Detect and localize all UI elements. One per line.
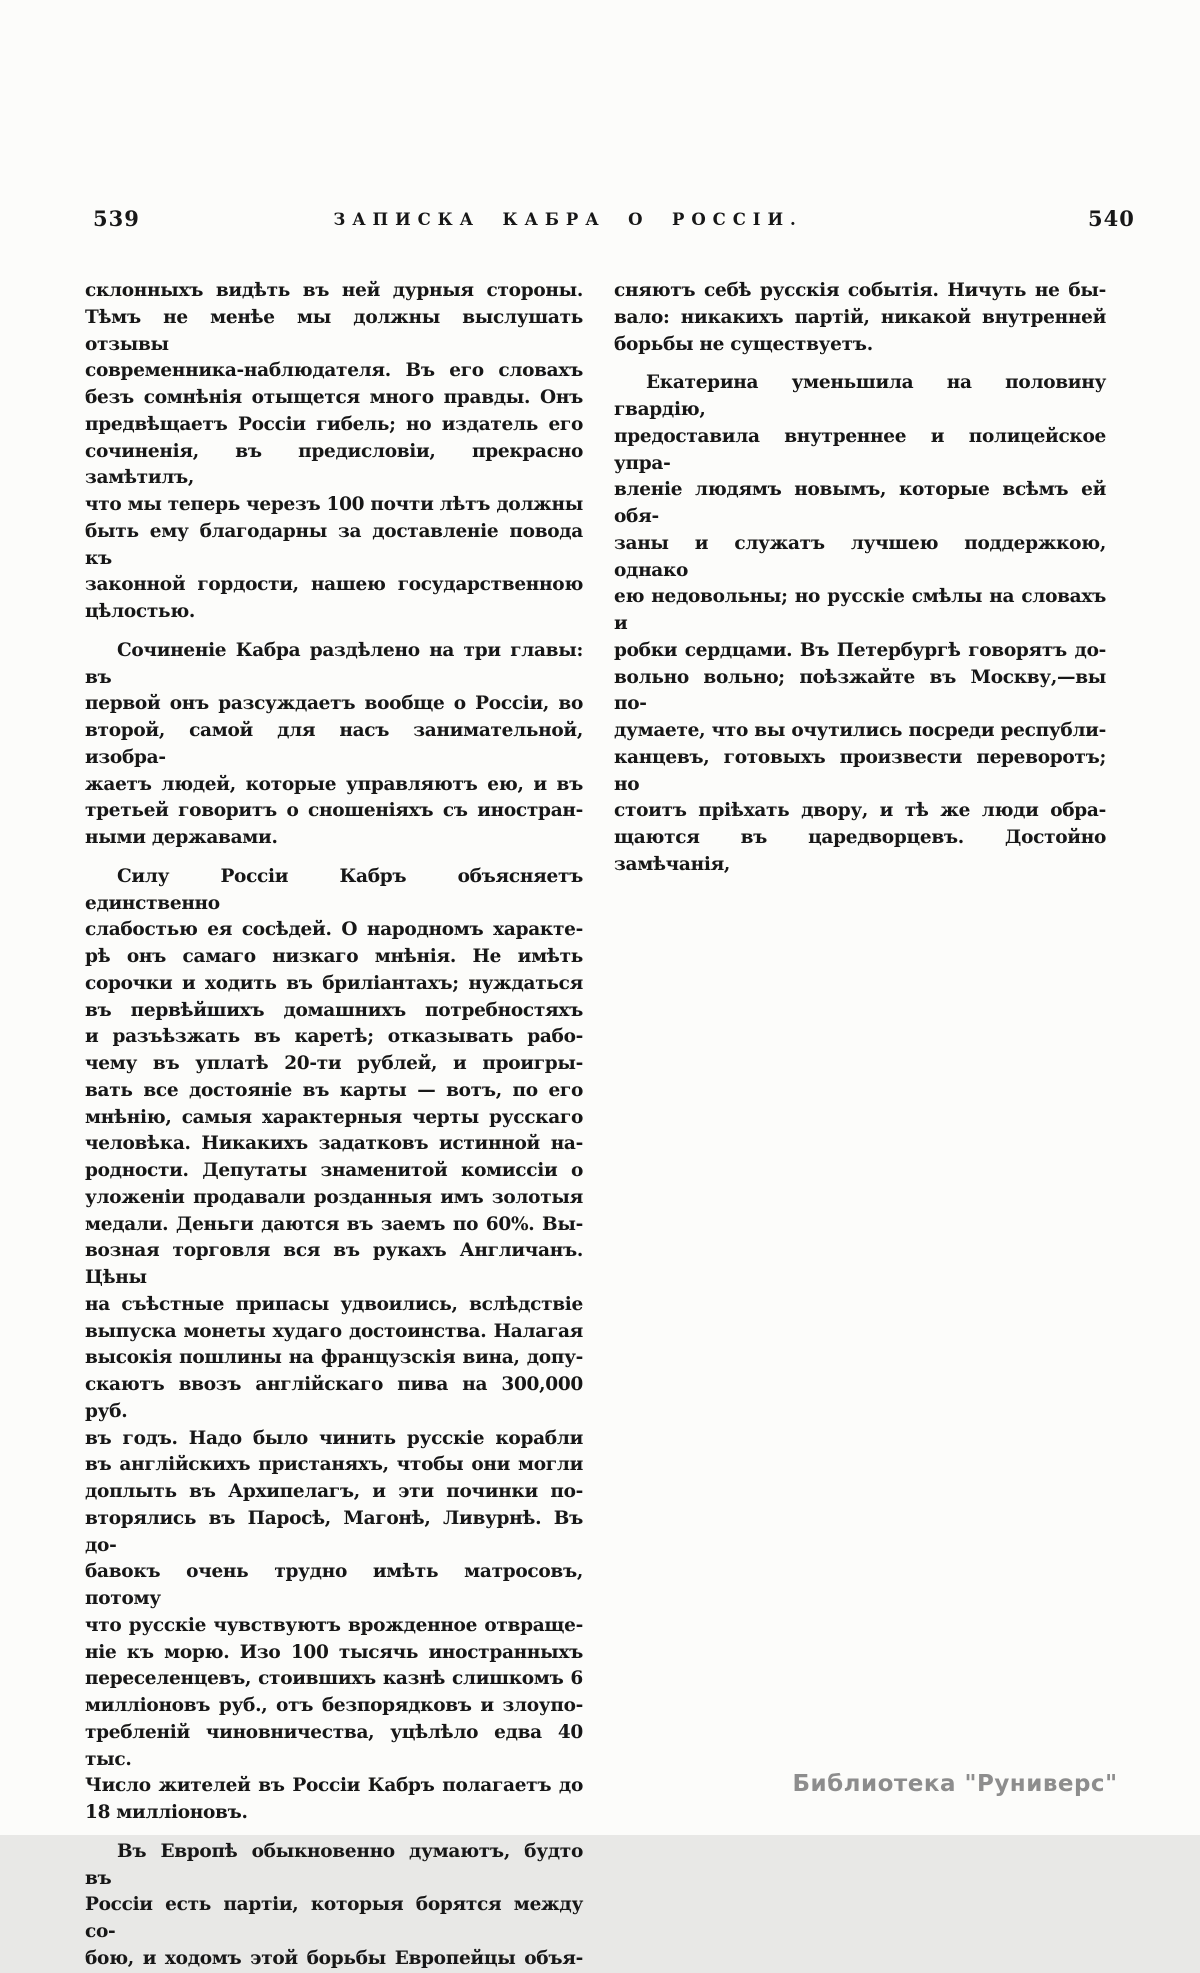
- text-line: рѣ онъ самаго низкаго мнѣнія. Не имѣть: [85, 946, 583, 967]
- text-line: заны и служатъ лучшею поддержкою, однако: [614, 532, 1106, 581]
- text-line: ными державами.: [85, 827, 278, 848]
- text-column-left: [85, 278, 583, 1973]
- text-line: бавокъ очень трудно имѣть матросовъ, потому: [85, 1561, 583, 1609]
- text-line: Тѣмъ не менѣе мы должны выслушать отзывы: [85, 306, 583, 355]
- text-line: современника-наблюдателя. Въ его словахъ: [85, 360, 583, 382]
- text-line: Россіи есть партіи, которыя борятся между со-: [85, 1894, 583, 1942]
- text-line: выпуска монеты худаго достоинства. Налагая: [85, 1320, 583, 1342]
- text-line: безъ сомнѣнія отыщется много правды. Онъ: [85, 387, 583, 408]
- text-column-right: [614, 278, 1106, 879]
- text-line: человѣка. Никакихъ задатковъ истинной на-: [85, 1133, 583, 1155]
- text-line: переселенцевъ, стоившихъ казнѣ слишкомъ 6: [85, 1668, 583, 1690]
- text-line: требленій чиновничества, уцѣлѣло едва 40 тыс.: [85, 1721, 583, 1770]
- text-line: возная торговля вся въ рукахъ Англичанъ. Цѣны: [85, 1240, 583, 1288]
- text-line: быть ему благодарны за доставленіе повода къ: [85, 520, 583, 569]
- text-line: канцевъ, готовыхъ произвести переворотъ; но: [614, 746, 1106, 795]
- text-line: доплыть въ Архипелагъ, и эти починки по-: [85, 1481, 583, 1502]
- text-line: милліоновъ руб., отъ безпорядковъ и злоупо-: [85, 1695, 583, 1716]
- text-line: Сочиненіе Кабра раздѣлено на три главы: въ: [85, 639, 583, 688]
- text-line: скаютъ ввозъ англійскаго пива на 300,000 руб.: [85, 1374, 583, 1422]
- text-line: мнѣнію, самыя характерныя черты русскаго: [85, 1106, 583, 1128]
- text-line: сочиненія, въ предисловіи, прекрасно замѣтилъ,: [85, 440, 583, 489]
- text-line: второй, самой для насъ занимательной, изобра-: [85, 720, 583, 768]
- text-line: стоитъ пріѣхать двору, и тѣ же люди обра-: [614, 800, 1106, 822]
- text-line: ніе къ морю. Изо 100 тысячь иностранныхъ: [85, 1641, 583, 1663]
- text-line: третьей говоритъ о сношеніяхъ съ иностран-: [85, 800, 583, 822]
- text-line: вторялись въ Паросѣ, Магонѣ, Ливурнѣ. Въ до-: [85, 1507, 583, 1556]
- text-line: высокія пошлины на французскія вина, допу-: [85, 1347, 583, 1369]
- running-title: ЗАПИСКА КАБРА О РОССІИ.: [333, 210, 803, 229]
- text-line: вольно вольно; поѣзжайте въ Москву,—вы по-: [614, 666, 1106, 715]
- text-line: что мы теперь черезъ 100 почти лѣтъ должны: [85, 494, 583, 515]
- text-line: вленіе людямъ новымъ, которые всѣмъ ей обя-: [614, 479, 1106, 527]
- text-line: чему въ уплатѣ 20-ти рублей, и проигры-: [85, 1053, 583, 1074]
- text-line: предоставила внутреннее и полицейское упра-: [614, 425, 1106, 474]
- text-line: слабостью ея сосѣдей. О народномъ характе-: [85, 919, 583, 941]
- text-line: законной гордости, нашею государственною: [85, 574, 583, 596]
- text-line: жаетъ людей, которые управляютъ ею, и въ: [85, 773, 583, 795]
- page-number-right: 540: [1088, 206, 1135, 231]
- library-watermark: Библиотека "Руниверс": [792, 1771, 1118, 1797]
- text-line: предвѣщаетъ Россіи гибель; но издатель его: [85, 413, 583, 435]
- text-line: сняютъ себѣ русскія событія. Ничуть не бы-: [614, 280, 1106, 301]
- paragraph: [85, 278, 583, 626]
- text-line: уложеніи продавали розданныя имъ золотыя: [85, 1186, 583, 1208]
- page-number-left: 539: [93, 206, 140, 231]
- text-line: на съѣстные припасы удвоились, вслѣдствіе: [85, 1293, 583, 1315]
- text-line: бою, и ходомъ этой борьбы Европейцы объя-: [85, 1947, 583, 1969]
- text-line: цѣлостью.: [85, 601, 196, 622]
- text-line: и разъѣзжать въ каретѣ; отказывать рабо-: [85, 1026, 583, 1048]
- paragraph: [85, 638, 583, 852]
- text-line: ею недовольны; но русскіе смѣлы на словахъ и: [614, 586, 1106, 634]
- text-line: 18 милліоновъ.: [85, 1802, 248, 1823]
- text-line: Силу Россіи Кабръ объясняетъ единственно: [85, 865, 583, 914]
- text-line: вать все достояніе въ карты — вотъ, по его: [85, 1079, 583, 1101]
- text-line: въ англійскихъ пристаняхъ, чтобы они могли: [85, 1454, 583, 1476]
- text-line: Въ Европѣ обыкновенно думаютъ, будто въ: [85, 1840, 583, 1889]
- paragraph: [85, 864, 583, 1827]
- text-line: родности. Депутаты знаменитой комиссіи о: [85, 1160, 583, 1181]
- text-line: въ первѣйшихъ домашнихъ потребностяхъ: [85, 999, 583, 1021]
- text-line: медали. Деньги даются въ заемъ по 60%. Вы-: [85, 1213, 583, 1235]
- paragraph: [85, 1839, 583, 1973]
- text-line: вало: никакихъ партій, никакой внутренней: [614, 306, 1106, 328]
- text-line: сорочки и ходить въ бриліантахъ; нуждаться: [85, 972, 583, 994]
- text-line: первой онъ разсуждаетъ вообще о Россіи, во: [85, 693, 583, 715]
- text-line: борьбы не существуетъ.: [614, 333, 873, 355]
- text-line: Число жителей въ Россіи Кабръ полагаетъ до: [85, 1775, 583, 1797]
- text-line: въ годъ. Надо было чинить русскіе корабли: [85, 1427, 583, 1449]
- text-line: Екатерина уменьшила на половину гвардію,: [614, 372, 1106, 420]
- text-line: что русскіе чувствуютъ врожденное отвраще-: [85, 1614, 583, 1636]
- text-line: щаются въ царедворцевъ. Достойно замѣчанія,: [614, 827, 1106, 875]
- text-line: робки сердцами. Въ Петербургѣ говорятъ до-: [614, 639, 1106, 661]
- paragraph: [614, 370, 1106, 878]
- paragraph: [614, 278, 1106, 358]
- text-line: склонныхъ видѣть въ ней дурныя стороны.: [85, 280, 583, 301]
- text-line: думаете, что вы очутились посреди республи-: [614, 720, 1106, 741]
